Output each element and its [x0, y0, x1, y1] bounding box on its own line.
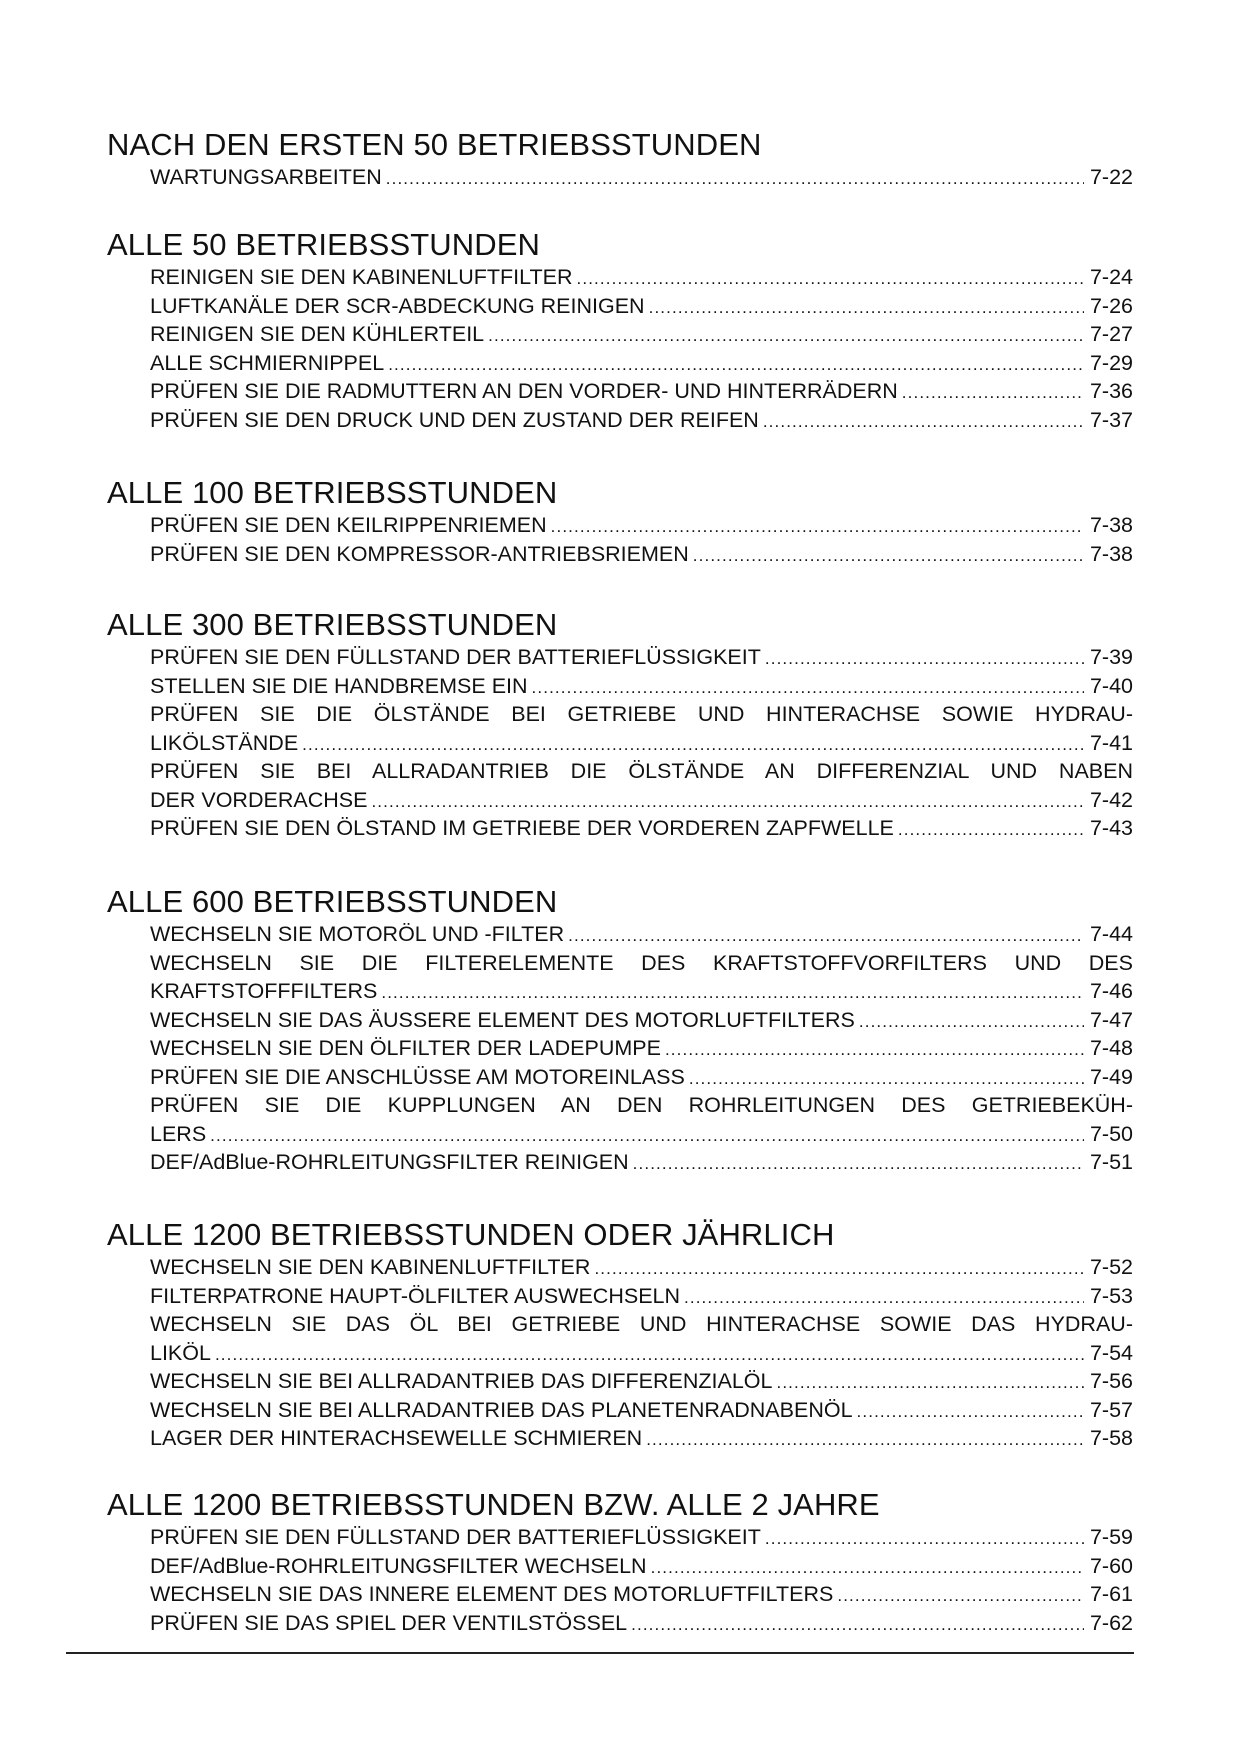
entry-text: PRÜFEN SIE DAS SPIEL DER VENTILSTÖSSEL — [150, 1610, 628, 1635]
dot-leader — [859, 1012, 1084, 1032]
entry-row — [150, 1367, 1133, 1396]
entry-row — [150, 511, 1133, 540]
entry-text: LIKÖL — [150, 1340, 211, 1365]
entry-text: PRÜFEN SIE DEN ÖLSTAND IM GETRIEBE DER VORDEREN ZAPFWELLE — [150, 816, 894, 840]
dot-leader — [898, 820, 1084, 840]
entry-row — [150, 292, 1133, 321]
dot-leader — [488, 326, 1084, 346]
entry-text: PRÜFEN SIE DEN KEILRIPPENRIEMEN — [150, 513, 547, 537]
page-number: 7-37 — [1089, 407, 1133, 432]
entry-list — [150, 643, 1133, 843]
page-number: 7-38 — [1089, 541, 1133, 566]
entry-text: WARTUNGSARBEITEN — [150, 165, 382, 189]
entry-row — [150, 920, 1133, 949]
toc-entry — [150, 320, 1133, 349]
entry-row — [150, 1148, 1133, 1177]
dot-leader — [633, 1154, 1084, 1174]
section-title: ALLE 600 BETRIEBSSTUNDEN — [107, 884, 558, 919]
page-number: 7-40 — [1089, 673, 1133, 698]
entry-text: LUFTKANÄLE DER SCR-ABDECKUNG REINIGEN — [150, 293, 645, 318]
footer-divider — [66, 1652, 1134, 1654]
entry-row — [150, 643, 1133, 672]
toc-entry — [150, 1148, 1133, 1177]
toc-entry — [150, 292, 1133, 321]
toc-entry — [150, 1609, 1133, 1638]
toc-entry — [150, 511, 1133, 540]
page-number: 7-29 — [1089, 350, 1133, 375]
dot-leader — [651, 1558, 1084, 1578]
entry-row — [150, 406, 1133, 435]
page-number: 7-48 — [1089, 1036, 1133, 1060]
page-number: 7-39 — [1089, 645, 1133, 669]
dot-leader — [551, 517, 1084, 537]
entry-text: PRÜFEN SIE DIE RADMUTTERN AN DEN VORDER- UND HINTERRÄDERN — [150, 379, 898, 403]
dot-leader — [302, 735, 1084, 755]
page-number: 7-50 — [1089, 1121, 1133, 1146]
entry-row — [150, 320, 1133, 349]
section-title: ALLE 1200 BETRIEBSSTUNDEN BZW. ALLE 2 JAHRE — [107, 1487, 880, 1522]
toc-entry — [150, 406, 1133, 435]
page-number: 7-58 — [1089, 1426, 1133, 1450]
entry-text: PRÜFEN SIE DIE ANSCHLÜSSE AM MOTOREINLASS — [150, 1064, 685, 1089]
entry-list — [150, 511, 1133, 568]
entry-row — [150, 1282, 1133, 1311]
dot-leader — [371, 792, 1084, 812]
entry-row — [150, 1253, 1133, 1282]
dot-leader — [577, 269, 1084, 289]
toc-entry — [150, 1424, 1133, 1453]
page-number: 7-24 — [1089, 265, 1133, 289]
section-title: NACH DEN ERSTEN 50 BETRIEBSSTUNDEN — [107, 127, 762, 162]
page-number: 7-41 — [1089, 730, 1133, 755]
entry-text: KRAFTSTOFFFILTERS — [150, 979, 378, 1003]
dot-leader — [649, 298, 1084, 318]
dot-leader — [776, 1373, 1083, 1393]
section-title: ALLE 1200 BETRIEBSSTUNDEN ODER JÄHRLICH — [107, 1217, 835, 1252]
toc-entry — [150, 1523, 1133, 1552]
entry-text: WECHSELN SIE MOTORÖL UND -FILTER — [150, 922, 565, 946]
entry-text: PRÜFEN SIE DEN DRUCK UND DEN ZUSTAND DER REIFEN — [150, 407, 759, 432]
page-number: 7-26 — [1089, 293, 1133, 318]
toc-entry — [150, 757, 1133, 814]
entry-text: REINIGEN SIE DEN KÜHLERTEIL — [150, 322, 485, 346]
entry-text-line: PRÜFEN SIE BEI ALLRADANTRIEB DIE ÖLSTÄNDE AN DIFFERENZIAL UND NABEN — [150, 759, 1133, 783]
entry-text: LERS — [150, 1121, 207, 1146]
entry-list — [150, 1523, 1133, 1637]
page-number: 7-47 — [1089, 1007, 1133, 1032]
toc-entry — [150, 672, 1133, 701]
dot-leader — [215, 1345, 1084, 1365]
entry-list — [150, 1253, 1133, 1453]
page-number: 7-60 — [1089, 1553, 1133, 1578]
entry-text: DER VORDERACHSE — [150, 787, 368, 812]
toc-entry — [150, 1396, 1133, 1425]
dot-leader — [763, 412, 1084, 432]
page-number: 7-42 — [1089, 787, 1133, 812]
page-number: 7-62 — [1089, 1610, 1133, 1635]
dot-leader — [381, 983, 1084, 1003]
toc-entry — [150, 349, 1133, 378]
toc-entry — [150, 1253, 1133, 1282]
dot-leader — [646, 1430, 1084, 1450]
entry-text: FILTERPATRONE HAUPT-ÖLFILTER AUSWECHSELN — [150, 1283, 681, 1308]
section-title: ALLE 100 BETRIEBSSTUNDEN — [107, 475, 558, 510]
page-number: 7-57 — [1089, 1397, 1133, 1422]
page-number: 7-56 — [1089, 1369, 1133, 1393]
entry-text: WECHSELN SIE DEN ÖLFILTER DER LADEPUMPE — [150, 1036, 661, 1060]
entry-row — [150, 540, 1133, 569]
toc-entry — [150, 814, 1133, 843]
entry-text: LAGER DER HINTERACHSEWELLE SCHMIEREN — [150, 1426, 643, 1450]
toc-entry — [150, 1282, 1133, 1311]
toc-entry — [150, 700, 1133, 757]
page-number: 7-49 — [1089, 1064, 1133, 1089]
toc-entry — [150, 1034, 1133, 1063]
entry-text: PRÜFEN SIE DEN FÜLLSTAND DER BATTERIEFLÜSSIGKEIT — [150, 1525, 761, 1549]
entry-text: WECHSELN SIE DAS INNERE ELEMENT DES MOTORLUFTFILTERS — [150, 1582, 834, 1606]
entry-row — [150, 1552, 1133, 1581]
page-number: 7-51 — [1089, 1150, 1133, 1174]
entry-text: WECHSELN SIE BEI ALLRADANTRIEB DAS DIFFERENZIALÖL — [150, 1369, 773, 1393]
entry-text: DEF/AdBlue-ROHRLEITUNGSFILTER REINIGEN — [150, 1150, 629, 1174]
page-number: 7-22 — [1089, 165, 1133, 189]
toc-entry — [150, 163, 1133, 192]
entry-text: ALLE SCHMIERNIPPEL — [150, 350, 385, 375]
entry-text: DEF/AdBlue-ROHRLEITUNGSFILTER WECHSELN — [150, 1553, 647, 1578]
toc-entry — [150, 1367, 1133, 1396]
dot-leader — [631, 1615, 1084, 1635]
page-number: 7-46 — [1089, 979, 1133, 1003]
entry-list — [150, 920, 1133, 1177]
entry-text-line: WECHSELN SIE DAS ÖL BEI GETRIEBE UND HINTERACHSE SOWIE DAS HYDRAU- — [150, 1312, 1133, 1336]
dot-leader — [765, 649, 1084, 669]
toc-entry — [150, 377, 1133, 406]
dot-leader — [210, 1126, 1084, 1146]
entry-row — [150, 1339, 1133, 1368]
entry-list — [150, 263, 1133, 434]
dot-leader — [689, 1069, 1084, 1089]
entry-row — [150, 1120, 1133, 1149]
section-title: ALLE 300 BETRIEBSSTUNDEN — [107, 607, 558, 642]
entry-row — [150, 786, 1133, 815]
toc-entry — [150, 540, 1133, 569]
toc-entry — [150, 1091, 1133, 1148]
entry-text: WECHSELN SIE DAS ÄUSSERE ELEMENT DES MOTORLUFTFILTERS — [150, 1007, 855, 1032]
entry-row — [150, 1580, 1133, 1609]
entry-row — [150, 1424, 1133, 1453]
toc-entry — [150, 949, 1133, 1006]
toc-entry — [150, 1006, 1133, 1035]
entry-text-line: PRÜFEN SIE DIE ÖLSTÄNDE BEI GETRIEBE UND HINTERACHSE SOWIE HYDRAU- — [150, 702, 1133, 726]
page-number: 7-61 — [1089, 1582, 1133, 1606]
dot-leader — [765, 1529, 1084, 1549]
entry-text: WECHSELN SIE DEN KABINENLUFTFILTER — [150, 1255, 591, 1279]
dot-leader — [532, 678, 1084, 698]
entry-row — [150, 1006, 1133, 1035]
entry-row — [150, 163, 1133, 192]
page-number: 7-53 — [1089, 1283, 1133, 1308]
toc-entry — [150, 263, 1133, 292]
dot-leader — [568, 926, 1084, 946]
toc-entry — [150, 1580, 1133, 1609]
entry-list — [150, 163, 1133, 192]
entry-text: STELLEN SIE DIE HANDBREMSE EIN — [150, 673, 528, 698]
page-number: 7-54 — [1089, 1340, 1133, 1365]
entry-row — [150, 1523, 1133, 1552]
dot-leader — [902, 383, 1084, 403]
page-number: 7-52 — [1089, 1255, 1133, 1279]
dot-leader — [388, 355, 1084, 375]
page-number: 7-43 — [1089, 816, 1133, 840]
entry-row — [150, 349, 1133, 378]
page-number: 7-59 — [1089, 1525, 1133, 1549]
dot-leader — [837, 1586, 1084, 1606]
section-title: ALLE 50 BETRIEBSSTUNDEN — [107, 227, 540, 262]
page-number: 7-36 — [1089, 379, 1133, 403]
entry-row — [150, 672, 1133, 701]
entry-row — [150, 1034, 1133, 1063]
entry-row — [150, 1396, 1133, 1425]
dot-leader — [665, 1040, 1084, 1060]
entry-text: WECHSELN SIE BEI ALLRADANTRIEB DAS PLANETENRADNABENÖL — [150, 1397, 853, 1422]
dot-leader — [386, 169, 1084, 189]
entry-row — [150, 814, 1133, 843]
toc-entry — [150, 1552, 1133, 1581]
page-number: 7-38 — [1089, 513, 1133, 537]
entry-row — [150, 977, 1133, 1006]
page-number: 7-27 — [1089, 322, 1133, 346]
page-number: 7-44 — [1089, 922, 1133, 946]
entry-text: PRÜFEN SIE DEN KOMPRESSOR-ANTRIEBSRIEMEN — [150, 541, 689, 566]
toc-entry — [150, 1310, 1133, 1367]
entry-text: PRÜFEN SIE DEN FÜLLSTAND DER BATTERIEFLÜSSIGKEIT — [150, 645, 761, 669]
entry-row — [150, 1063, 1133, 1092]
entry-text-line: WECHSELN SIE DIE FILTERELEMENTE DES KRAFTSTOFFVORFILTERS UND DES — [150, 950, 1133, 975]
dot-leader — [693, 546, 1084, 566]
entry-text: LIKÖLSTÄNDE — [150, 730, 299, 755]
toc-entry — [150, 643, 1133, 672]
dot-leader — [684, 1288, 1084, 1308]
dot-leader — [857, 1402, 1084, 1422]
entry-row — [150, 729, 1133, 758]
entry-text-line: PRÜFEN SIE DIE KUPPLUNGEN AN DEN ROHRLEITUNGEN DES GETRIEBEKÜH- — [150, 1093, 1133, 1117]
dot-leader — [594, 1259, 1084, 1279]
entry-row — [150, 1609, 1133, 1638]
toc-entry — [150, 1063, 1133, 1092]
toc-entry — [150, 920, 1133, 949]
entry-text: REINIGEN SIE DEN KABINENLUFTFILTER — [150, 265, 573, 289]
entry-row — [150, 377, 1133, 406]
entry-row — [150, 263, 1133, 292]
